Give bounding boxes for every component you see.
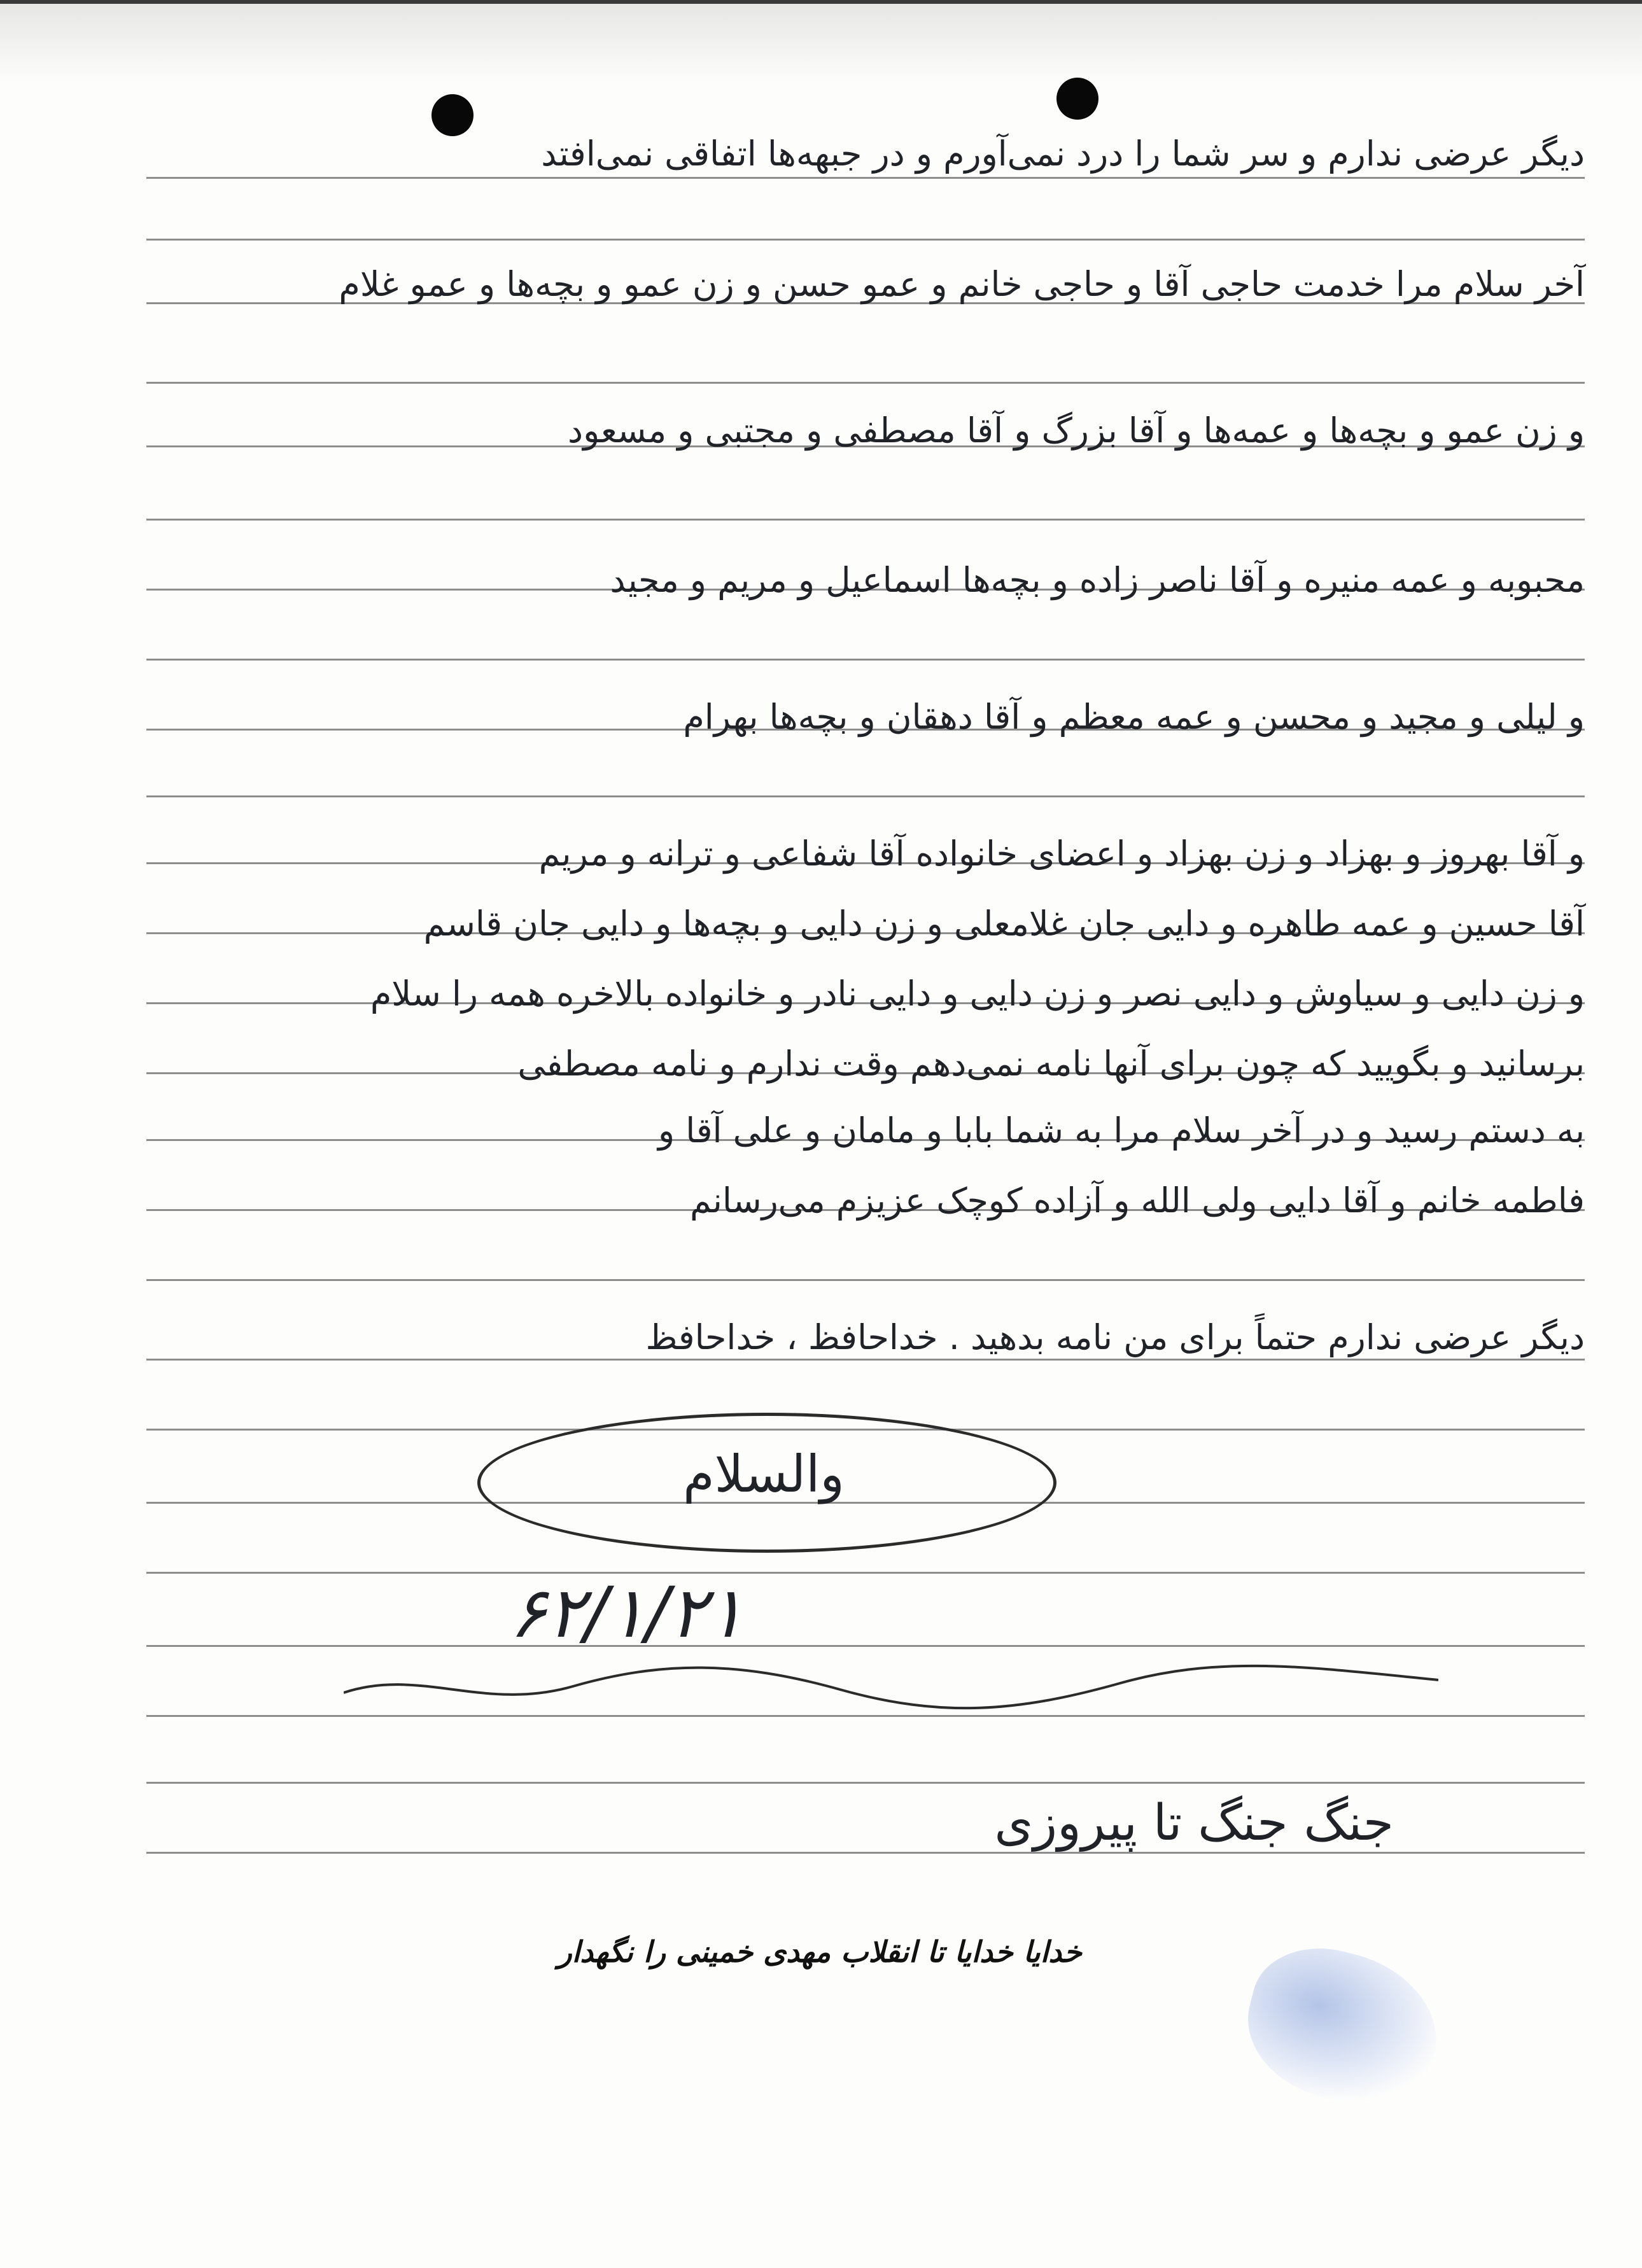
letter-line: و زن دایی و سیاوش و دایی نصر و زن دایی و دایی نادر و خانواده بالاخره همه را سلام	[370, 974, 1585, 1014]
punch-hole	[432, 94, 474, 136]
signature-slogan: جنگ جنگ تا پیروزی	[994, 1795, 1394, 1852]
letter-date: ۶۲/۱/۲۱	[509, 1572, 745, 1653]
letter-line: دیگر عرضی ندارم حتماً برای من نامه بدهید . خداحافظ ، خداحافظ	[645, 1317, 1585, 1357]
ruled-line	[146, 1572, 1585, 1574]
ruled-line	[146, 795, 1585, 797]
ruled-line	[146, 659, 1585, 661]
letter-line: برسانید و بگویید که چون برای آنها نامه نمی‌دهم وقت ندارم و نامه مصطفی	[517, 1044, 1585, 1084]
letter-line: دیگر عرضی ندارم و سر شما را درد نمی‌آورم و در جبهه‌ها اتفاقی نمی‌افتد	[541, 134, 1585, 174]
closing-text: والسلام	[683, 1445, 845, 1504]
letter-line: آخر سلام مرا خدمت حاجی آقا و حاجی خانم و عمو حسن و زن عمو و بچه‌ها و عمو غلام	[339, 264, 1585, 304]
punch-hole	[1056, 78, 1098, 120]
ruled-line	[146, 382, 1585, 384]
letter-line: و آقا بهروز و بهزاد و زن بهزاد و اعضای خانواده آقا شفاعی و ترانه و مریم	[538, 834, 1585, 874]
wavy-pen-stroke	[344, 1655, 1438, 1712]
ruled-line	[146, 519, 1585, 521]
blue-ink-stamp	[1233, 1933, 1454, 2121]
letter-line: محبوبه و عمه منیره و آقا ناصر زاده و بچه‌ها اسماعیل و مریم و مجید	[610, 560, 1585, 600]
letter-line: فاطمه خانم و آقا دایی ولی الله و آزاده کوچک عزیزم می‌رسانم	[689, 1180, 1585, 1221]
letter-line: و زن عمو و بچه‌ها و عمه‌ها و آقا بزرگ و آقا مصطفی و مجتبی و مسعود	[568, 410, 1585, 451]
ruled-line	[146, 1279, 1585, 1281]
scan-shadow	[0, 0, 1642, 83]
letter-line: و لیلی و مجید و محسن و عمه معظم و آقا دهقان و بچه‌ها بهرام	[683, 697, 1585, 737]
ruled-line	[146, 1782, 1585, 1784]
ruled-line	[146, 177, 1585, 179]
letter-line: به دستم رسید و در آخر سلام مرا به شما بابا و مامان و علی آقا و	[658, 1110, 1585, 1151]
ruled-line	[146, 1359, 1585, 1361]
ruled-line	[146, 1852, 1585, 1854]
calligraphy-stamp: خدایا خدایا تا انقلاب مهدی خمینی را نگهدار	[558, 1935, 1082, 1969]
scan-top-edge	[0, 0, 1642, 4]
letter-line: آقا حسین و عمه طاهره و دایی جان غلامعلی و زن دایی و بچه‌ها و دایی جان قاسم	[423, 904, 1585, 944]
ruled-line	[146, 1715, 1585, 1717]
ruled-line	[146, 239, 1585, 241]
ruled-line	[146, 1645, 1585, 1647]
